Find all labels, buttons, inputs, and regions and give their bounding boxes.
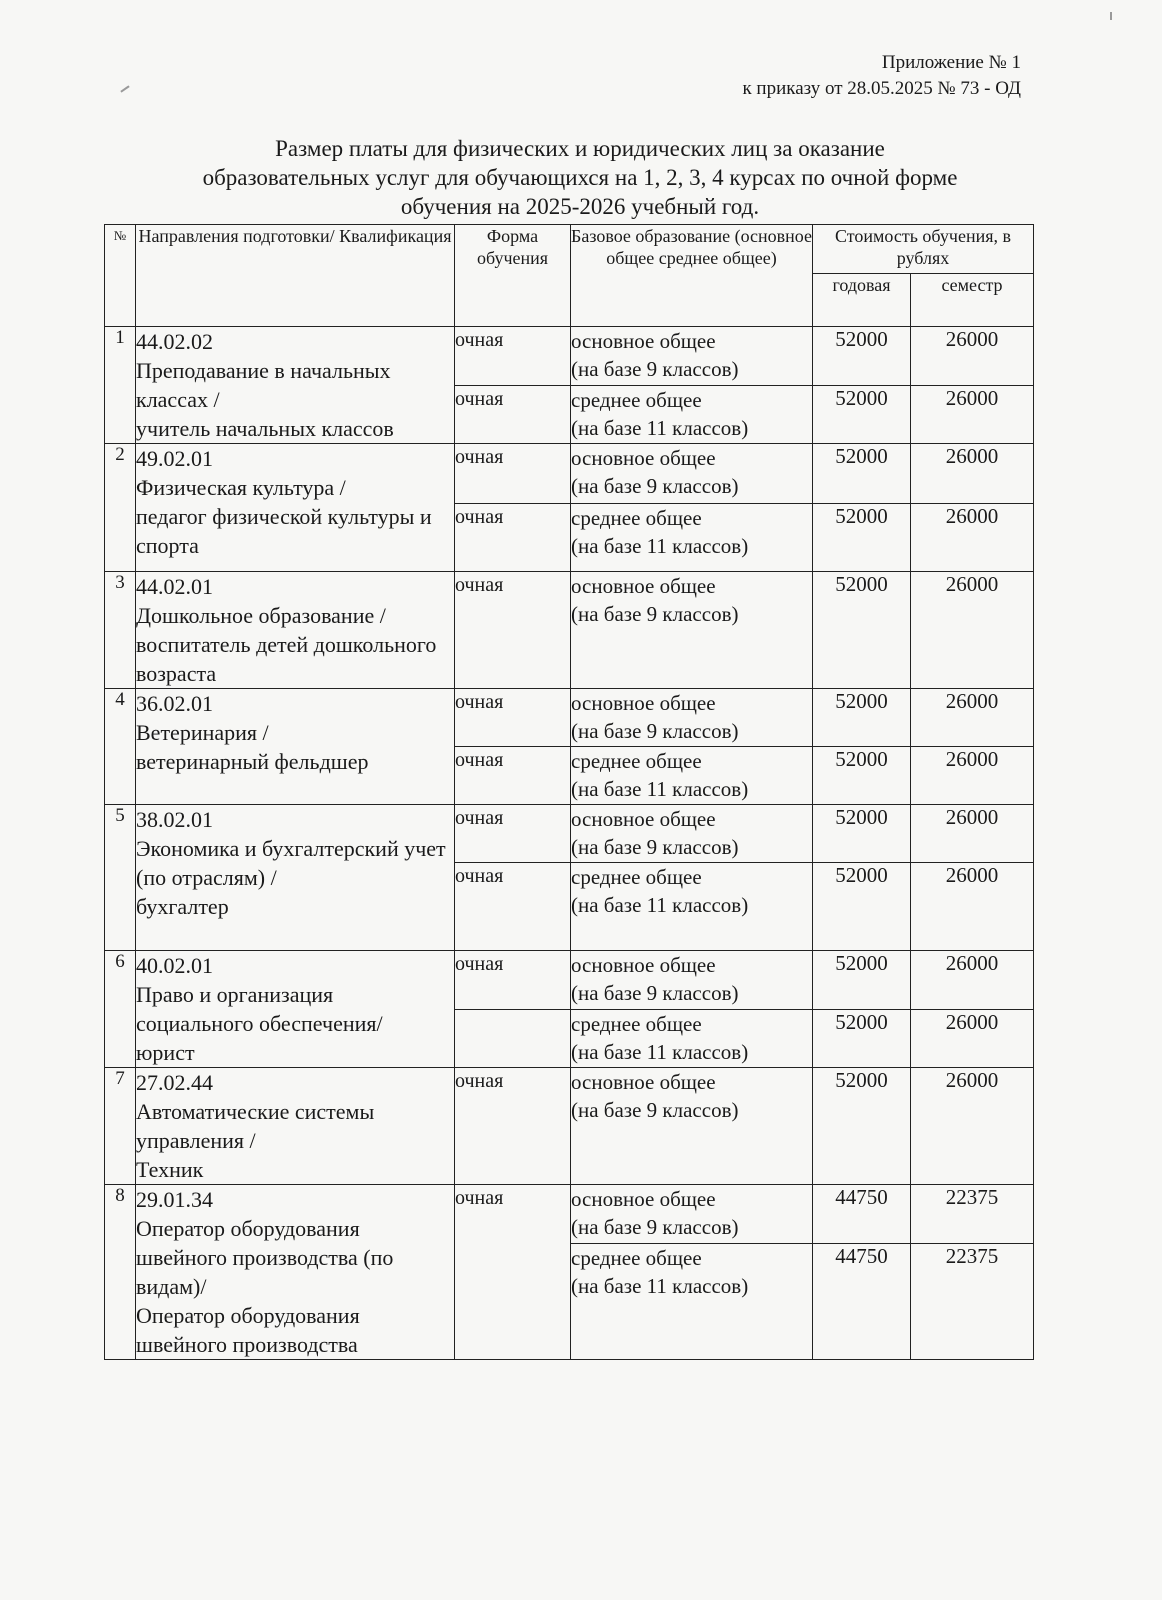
- row-number: 5: [105, 805, 136, 951]
- title-line: образовательных услуг для обучающихся на 1, 2, 3, 4 курсах по очной форме: [202, 165, 958, 190]
- semester-cost: 26000: [911, 504, 1034, 572]
- header-base-education: Базовое образование (основное общее среднее общее): [571, 225, 813, 327]
- study-form: очная: [455, 444, 571, 504]
- fee-table-body: [105, 327, 1034, 1360]
- base-education: основное общее: [571, 574, 716, 598]
- direction-cell: [136, 444, 455, 572]
- table-row: [105, 1185, 1034, 1244]
- program-name: Преподавание в начальных классах /: [136, 358, 391, 412]
- header-num: №: [105, 225, 136, 327]
- annual-cost: 52000: [813, 572, 911, 689]
- annual-cost: 52000: [813, 444, 911, 504]
- semester-cost: 26000: [911, 327, 1034, 386]
- row-number: 1: [105, 327, 136, 444]
- base-education: среднее общее: [571, 1011, 702, 1036]
- study-form: очная: [455, 1185, 571, 1360]
- qualification: бухгалтер: [136, 894, 229, 919]
- program-name: Право и организация социального обеспечения/: [136, 982, 383, 1036]
- base-education-note: (на базе 11 классов): [571, 893, 749, 917]
- annual-cost: 52000: [813, 504, 911, 572]
- direction-cell: [136, 572, 455, 689]
- study-form: очная: [455, 1068, 571, 1185]
- program-code: 27.02.44: [136, 1070, 213, 1095]
- base-education-cell: [571, 747, 813, 805]
- base-education-cell: [571, 444, 813, 504]
- program-name: Дошкольное образование /: [136, 603, 386, 628]
- row-number: 2: [105, 444, 136, 572]
- annual-cost: 52000: [813, 327, 911, 386]
- table-row: [105, 444, 1034, 504]
- base-education-cell: [571, 572, 813, 689]
- base-education: основное общее: [571, 1187, 716, 1211]
- annual-cost: 52000: [813, 1009, 911, 1068]
- base-education: основное общее: [571, 446, 716, 470]
- header-semester: семестр: [911, 274, 1034, 327]
- annual-cost: 52000: [813, 747, 911, 805]
- annual-cost: 52000: [813, 805, 911, 863]
- program-code: 44.02.01: [136, 574, 213, 599]
- row-number: 6: [105, 951, 136, 1068]
- scan-mark: [120, 85, 129, 92]
- fee-table: [104, 224, 1034, 1360]
- annual-cost: 44750: [813, 1244, 911, 1360]
- base-education-cell: [571, 1244, 813, 1360]
- base-education: среднее общее: [571, 506, 702, 530]
- semester-cost: 26000: [911, 951, 1034, 1010]
- program-name: Физическая культура /: [136, 475, 346, 500]
- base-education: среднее общее: [571, 865, 702, 889]
- qualification: учитель начальных классов: [136, 416, 394, 441]
- base-education-note: (на базе 9 классов): [571, 1215, 739, 1239]
- base-education-cell: [571, 1009, 813, 1068]
- appendix-number: Приложение № 1: [881, 52, 1021, 73]
- order-reference: к приказу от 28.05.2025 № 73 - ОД: [742, 78, 1021, 99]
- study-form: очная: [455, 572, 571, 689]
- semester-cost: 26000: [911, 572, 1034, 689]
- table-row: [105, 951, 1034, 1010]
- program-code: 29.01.34: [136, 1187, 213, 1212]
- row-number: 7: [105, 1068, 136, 1185]
- header-cost: Стоимость обучения, в рублях: [813, 225, 1034, 274]
- base-education-note: (на базе 9 классов): [571, 357, 739, 381]
- program-code: 36.02.01: [136, 691, 213, 716]
- qualification: Техник: [136, 1157, 204, 1182]
- base-education-note: (на базе 9 классов): [571, 981, 739, 1005]
- base-education: основное общее: [571, 1070, 716, 1094]
- base-education-note: (на базе 11 классов): [571, 415, 749, 440]
- program-code: 44.02.02: [136, 329, 213, 354]
- annual-cost: 52000: [813, 1068, 911, 1185]
- header-annual: годовая: [813, 274, 911, 327]
- document-title: [100, 134, 1060, 221]
- row-number: 8: [105, 1185, 136, 1360]
- scan-mark: [1110, 12, 1112, 20]
- base-education-cell: [571, 1068, 813, 1185]
- annual-cost: 44750: [813, 1185, 911, 1244]
- row-number: 4: [105, 689, 136, 805]
- base-education-note: (на базе 11 классов): [571, 777, 749, 801]
- program-name: Экономика и бухгалтерский учет (по отраслям) /: [136, 836, 446, 890]
- base-education: основное общее: [571, 953, 716, 977]
- semester-cost: 22375: [911, 1185, 1034, 1244]
- annual-cost: 52000: [813, 863, 911, 951]
- qualification: Оператор оборудования швейного производства: [136, 1303, 360, 1357]
- annual-cost: 52000: [813, 951, 911, 1010]
- annual-cost: 52000: [813, 385, 911, 444]
- semester-cost: 26000: [911, 689, 1034, 747]
- direction-cell: [136, 951, 455, 1068]
- base-education-note: (на базе 11 классов): [571, 1039, 749, 1064]
- study-form: очная: [455, 951, 571, 1010]
- program-name: Автоматические системы управления /: [136, 1099, 375, 1153]
- qualification: юрист: [136, 1040, 195, 1065]
- base-education-note: (на базе 11 классов): [571, 534, 749, 558]
- study-form: очная: [455, 747, 571, 805]
- appendix-reference: [742, 50, 1021, 102]
- program-name: Ветеринария /: [136, 720, 269, 745]
- base-education-cell: [571, 327, 813, 386]
- direction-cell: [136, 689, 455, 805]
- base-education-note: (на базе 9 классов): [571, 474, 739, 498]
- semester-cost: 26000: [911, 1068, 1034, 1185]
- program-code: 38.02.01: [136, 807, 213, 832]
- row-number: 3: [105, 572, 136, 689]
- semester-cost: 26000: [911, 805, 1034, 863]
- base-education-note: (на базе 11 классов): [571, 1274, 749, 1298]
- base-education-note: (на базе 9 классов): [571, 719, 739, 743]
- title-line: обучения на 2025-2026 учебный год.: [400, 194, 760, 219]
- table-row: [105, 1068, 1034, 1185]
- study-form: очная: [455, 504, 571, 572]
- semester-cost: 22375: [911, 1244, 1034, 1360]
- base-education: основное общее: [571, 807, 716, 831]
- base-education: среднее общее: [571, 387, 702, 412]
- direction-cell: [136, 327, 455, 444]
- header-direction: Направления подготовки/ Квалификация: [136, 225, 455, 327]
- semester-cost: 26000: [911, 863, 1034, 951]
- table-row: [105, 689, 1034, 747]
- study-form: очная: [455, 689, 571, 747]
- base-education-note: (на базе 9 классов): [571, 1098, 739, 1122]
- program-code: 49.02.01: [136, 446, 213, 471]
- base-education: среднее общее: [571, 1246, 702, 1270]
- direction-cell: [136, 1068, 455, 1185]
- base-education-cell: [571, 1185, 813, 1244]
- semester-cost: 26000: [911, 1009, 1034, 1068]
- base-education-cell: [571, 385, 813, 444]
- program-code: 40.02.01: [136, 953, 213, 978]
- direction-cell: [136, 1185, 455, 1360]
- base-education-note: (на базе 9 классов): [571, 602, 739, 626]
- semester-cost: 26000: [911, 444, 1034, 504]
- table-row: [105, 327, 1034, 386]
- base-education: основное общее: [571, 329, 716, 353]
- study-form: очная: [455, 805, 571, 863]
- header-form: Форма обучения: [455, 225, 571, 327]
- table-row: [105, 805, 1034, 863]
- base-education-cell: [571, 689, 813, 747]
- qualification: воспитатель детей дошкольного возраста: [136, 632, 437, 686]
- direction-cell: [136, 805, 455, 951]
- study-form: [455, 1009, 571, 1068]
- semester-cost: 26000: [911, 385, 1034, 444]
- qualification: педагог физической культуры и спорта: [136, 504, 432, 558]
- base-education: среднее общее: [571, 749, 702, 773]
- table-row: [105, 572, 1034, 689]
- qualification: ветеринарный фельдшер: [136, 749, 369, 774]
- title-line: Размер платы для физических и юридических лиц за оказание: [275, 136, 885, 161]
- semester-cost: 26000: [911, 747, 1034, 805]
- study-form: очная: [455, 385, 571, 444]
- base-education-cell: [571, 951, 813, 1010]
- study-form: очная: [455, 327, 571, 386]
- base-education-cell: [571, 805, 813, 863]
- study-form: очная: [455, 863, 571, 951]
- program-name: Оператор оборудования швейного производства (по видам)/: [136, 1216, 394, 1299]
- base-education-cell: [571, 504, 813, 572]
- base-education-cell: [571, 863, 813, 951]
- base-education-note: (на базе 9 классов): [571, 835, 739, 859]
- annual-cost: 52000: [813, 689, 911, 747]
- base-education: основное общее: [571, 691, 716, 715]
